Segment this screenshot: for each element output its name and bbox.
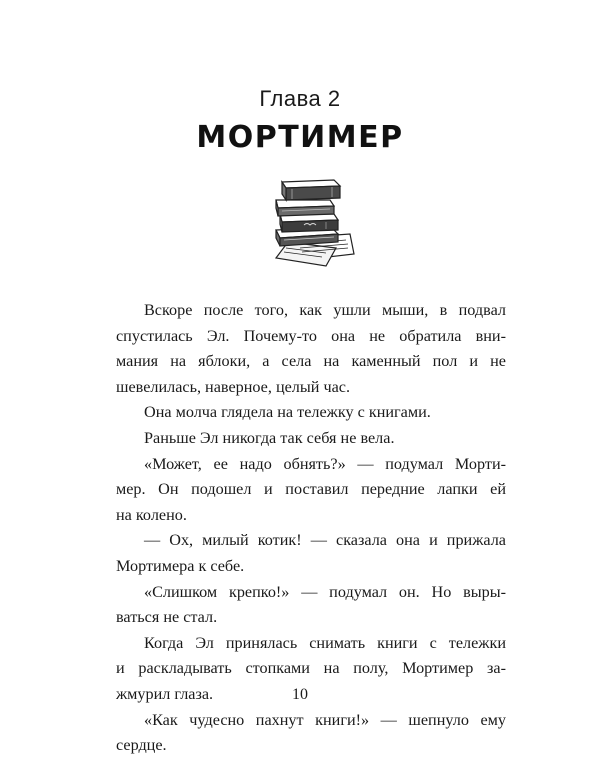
paragraph: [116, 426, 506, 452]
text-line: шевелилась, наверное, целый час.: [116, 377, 351, 396]
text-line: на колено.: [116, 505, 187, 524]
text-line: — Ох, милый котик! — сказала она и прижала: [144, 531, 506, 550]
chapter-label: Глава 2: [259, 86, 341, 111]
text-line: Вскоре после того, как ушли мыши, в подвал: [144, 301, 506, 319]
text-line: ваться не стал.: [116, 608, 218, 627]
text-line: и раскладывать стопками на полу, Мортимер за-: [116, 659, 506, 678]
text-line: мер. Он подошел и поставил передние лапки ей: [116, 480, 506, 499]
paragraph: [116, 298, 506, 400]
text-line: сердце.: [116, 736, 167, 755]
text-line: жмурил глаза.: [116, 684, 214, 703]
text-line: спустилась Эл. Почему-то она не обратила вни-: [116, 326, 506, 345]
text-line: Когда Эл принялась снимать книги с тележки: [144, 633, 506, 652]
paragraph: [116, 580, 506, 631]
text-line: мания на яблоки, а села на каменный пол и не: [116, 352, 506, 371]
paragraph: [116, 708, 506, 759]
paragraph: [116, 400, 506, 426]
paragraph: [116, 528, 506, 579]
paragraph: [116, 452, 506, 529]
chapter-title: МОРТИМЕР: [196, 120, 404, 155]
text-line: Мортимера к себе.: [116, 556, 245, 575]
text-line: «Может, ее надо обнять?» — подумал Морти-: [144, 454, 506, 473]
text-line: «Слишком крепко!» — подумал он. Но выры-: [144, 582, 506, 601]
text-line: «Как чудесно пахнут книги!» — шепнуло ему: [144, 710, 506, 729]
page-number: 10: [292, 686, 308, 703]
text-line: Раньше Эл никогда так себя не вела.: [144, 428, 395, 447]
stack-of-books-icon: [262, 176, 358, 268]
text-line: Она молча глядела на тележку с книгами.: [144, 403, 431, 422]
